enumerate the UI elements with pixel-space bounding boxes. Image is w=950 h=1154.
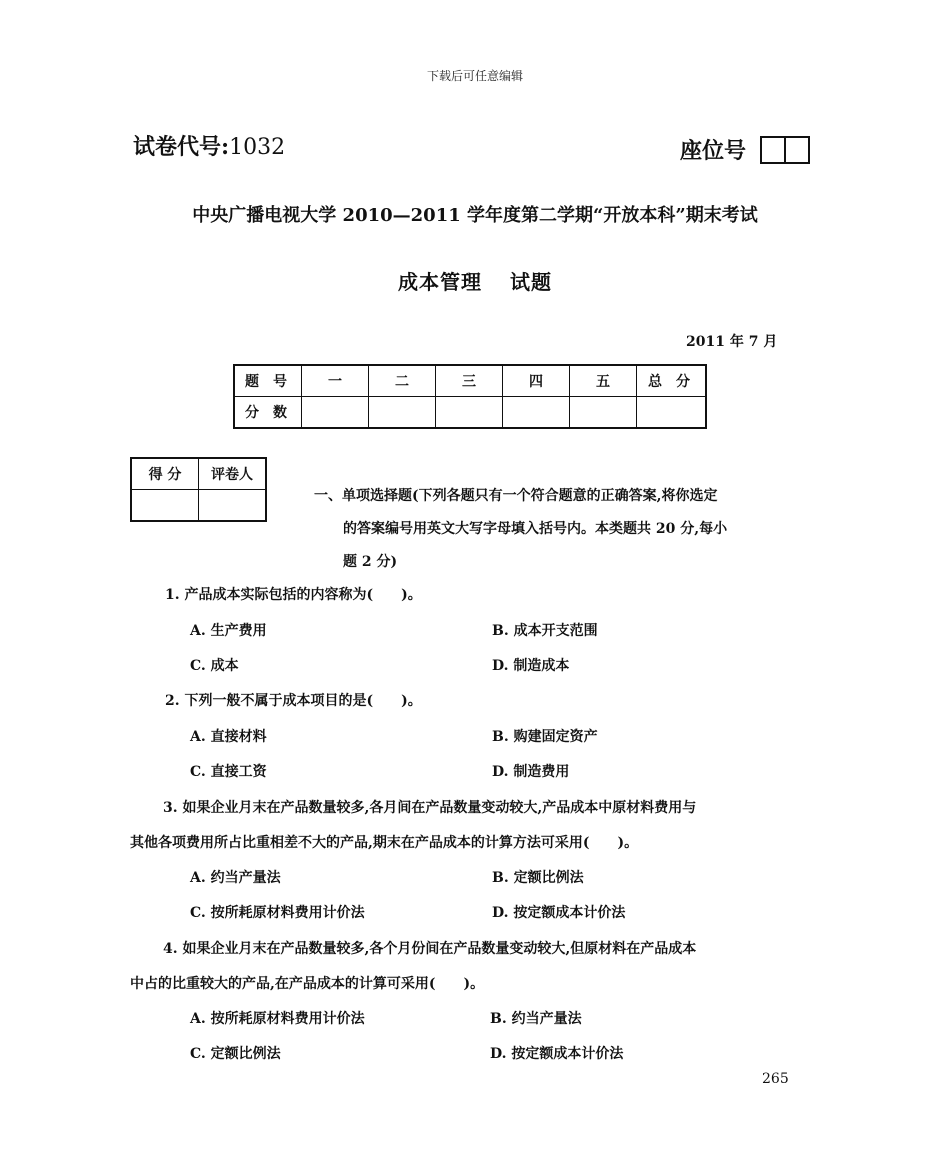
subject-name: 成本管理 (398, 270, 482, 294)
paper-code-value: 1032 (229, 135, 286, 160)
score-cell-total (637, 397, 707, 429)
question-4-option-b: B. 约当产量法 (490, 1011, 582, 1027)
section-1-instructions-line2: 的答案编号用英文大写字母填入括号内。本类题共 20 分,每小 (343, 521, 728, 537)
paper-code-label: 试卷代号: (133, 134, 230, 160)
question-3-option-c: C. 按所耗原材料费用计价法 (190, 905, 365, 921)
question-3-stem-line1: 3. 如果企业月末在产品数量较多,各月间在产品数量变动较大,产品成本中原材料费用与 (163, 800, 697, 816)
question-1-option-a: A. 生产费用 (190, 623, 267, 639)
score-label: 分数 (234, 397, 302, 429)
score-cell (503, 397, 570, 429)
question-1-option-c: C. 成本 (190, 658, 239, 674)
question-2-option-d: D. 制造费用 (492, 764, 570, 780)
page-number: 265 (762, 1071, 789, 1087)
question-2-stem: 2. 下列一般不属于成本项目的是( )。 (165, 693, 422, 709)
grader-score-cell (131, 490, 199, 522)
question-3-option-b: B. 定额比例法 (492, 870, 584, 886)
seat-label: 座位号 (680, 138, 747, 164)
score-table-header-row (234, 365, 706, 397)
score-cell (570, 397, 637, 429)
grader-label: 评卷人 (199, 458, 267, 490)
score-cell (436, 397, 503, 429)
question-4-stem-line1: 4. 如果企业月末在产品数量较多,各个月份间在产品数量变动较大,但原材料在产品成本 (163, 941, 697, 957)
score-table-score-row (234, 397, 706, 429)
question-4-option-a: A. 按所耗原材料费用计价法 (190, 1011, 365, 1027)
question-1-option-b: B. 成本开支范围 (492, 623, 598, 639)
subject-suffix: 试题 (510, 270, 552, 294)
question-2-option-b: B. 购建固定资产 (492, 729, 598, 745)
header-note: 下载后可任意编辑 (426, 69, 523, 83)
question-3-option-d: D. 按定额成本计价法 (492, 905, 626, 921)
section-1-instructions-line3: 题 2 分) (343, 554, 398, 570)
column-header: 五 (570, 365, 637, 397)
column-header: 一 (302, 365, 369, 397)
total-label: 总分 (637, 365, 707, 397)
question-4-option-c: C. 定额比例法 (190, 1046, 281, 1062)
subject-title (0, 266, 950, 295)
column-header: 四 (503, 365, 570, 397)
question-3-stem-line2: 其他各项费用所占比重相差不大的产品,期末在产品成本的计算方法可采用( )。 (130, 835, 639, 851)
seat-box (760, 136, 786, 164)
column-header: 二 (369, 365, 436, 397)
exam-date: 2011 年 7 月 (686, 334, 778, 350)
score-cell (369, 397, 436, 429)
grader-score-label: 得 分 (131, 458, 199, 490)
score-table (233, 364, 707, 429)
question-1-option-d: D. 制造成本 (492, 658, 570, 674)
column-header: 三 (436, 365, 503, 397)
question-number-label: 题号 (234, 365, 302, 397)
paper-code (133, 130, 285, 161)
question-3-option-a: A. 约当产量法 (190, 870, 281, 886)
section-1-instructions: 一、单项选择题(下列各题只有一个符合题意的正确答案,将你选定 (314, 488, 718, 504)
question-2-option-a: A. 直接材料 (190, 729, 267, 745)
question-4-option-d: D. 按定额成本计价法 (490, 1046, 624, 1062)
grader-name-cell (199, 490, 267, 522)
grader-table (130, 457, 267, 522)
seat-box (786, 136, 810, 164)
score-cell (302, 397, 369, 429)
question-2-option-c: C. 直接工资 (190, 764, 267, 780)
question-1-stem: 1. 产品成本实际包括的内容称为( )。 (165, 587, 422, 603)
question-4-stem-line2: 中占的比重较大的产品,在产品成本的计算可采用( )。 (130, 976, 485, 992)
seat-number-boxes (760, 136, 810, 164)
exam-title: 中央广播电视大学 2010—2011 学年度第二学期“开放本科”期末考试 (192, 205, 758, 226)
